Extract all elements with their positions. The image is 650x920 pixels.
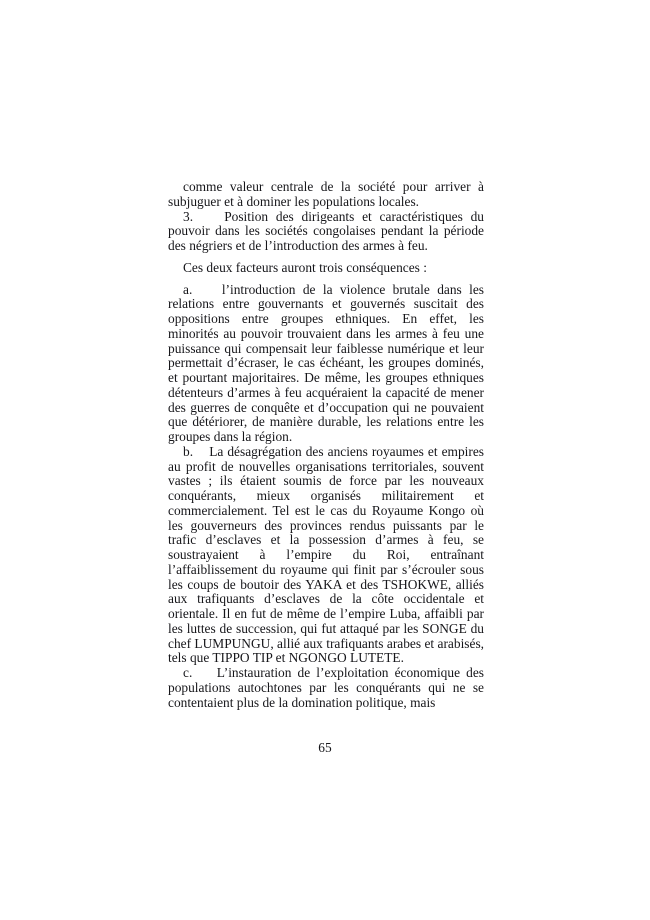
page-number: 65 [318,740,332,755]
paragraph-item-3 [168,210,484,254]
marker-gap-c [192,665,217,680]
marker-gap-3 [193,209,224,224]
marker-gap-b [193,444,209,459]
paragraph-item-3-text: Position des dirigeants et caractéristiques du pouvoir dans les sociétés congolaises pendant la période des négriers et de l’introduction des armes à feu. [168,208,484,253]
list-marker-3: 3. [183,208,194,224]
paragraph-item-a-text: l’introduction de la violence brutale dans les relations entre gouvernants et gouvernés suscitait des oppositions entre groupes ethniques. En effet, les minorités au pouvoir trouvaient dans les armes à feu une puissance qui compensait leur faiblesse numérique et leur permettait d’écraser, le cas échéant, les groupes dominés, et pourtant majoritaires. De même, les groupes ethniques détenteurs d’armes à feu acquéraient la capacité de mener des guerres de conquête et d’occupation qui ne pouvaient que détériorer, de manière durable, les relations entre les groupes dans la région. [168,281,485,444]
page-text-body [168,180,484,710]
paragraph-item-c-text: L’instauration de l’exploitation économique des populations autochtones par les conquérants qui ne se contentaient plus de la domination politique, mais [168,665,484,710]
paragraph-continued: comme valeur centrale de la société pour arriver à subjuguer et à dominer les populations locales. [168,179,484,209]
marker-gap-a [192,282,222,297]
paragraph-item-b-text: La désagrégation des anciens royaumes et empires au profit de nouvelles organisations territoriales, souvent vastes ; ils étaient soumis de force par les nouveaux conquérants, mieux organisés militairement et commercialement. Tel est le cas du Royaume Kongo où les gouverneurs des provinces rendus puissants par le trafic d’esclaves et la possession d’armes à feu, se soustrayaient à l’empire du Roi, entraînant l’affaiblissement du royaume qui finit par s’écrouler sous les coups de boutoir des YAKA et des TSHOKWE, alliés aux trafiquants d’esclaves de la côte occidentale et orientale. Il en fut de même de l’empire Luba, affaibli par les luttes de succession, qui fut attaqué par les SONGE du chef LUMPUNGU, allié aux trafiquants arabes et arabisés, tels que TIPPO TIP et NGONGO LUTETE. [168,443,484,666]
paragraph-lead-in: Ces deux facteurs auront trois conséquences : [183,259,427,275]
paragraph-item-c [168,666,484,710]
paragraph-item-a [168,283,484,445]
list-marker-b: b. [183,443,194,459]
list-marker-c: c. [183,665,193,680]
list-marker-a: a. [183,281,193,297]
paragraph-item-b [168,445,484,666]
